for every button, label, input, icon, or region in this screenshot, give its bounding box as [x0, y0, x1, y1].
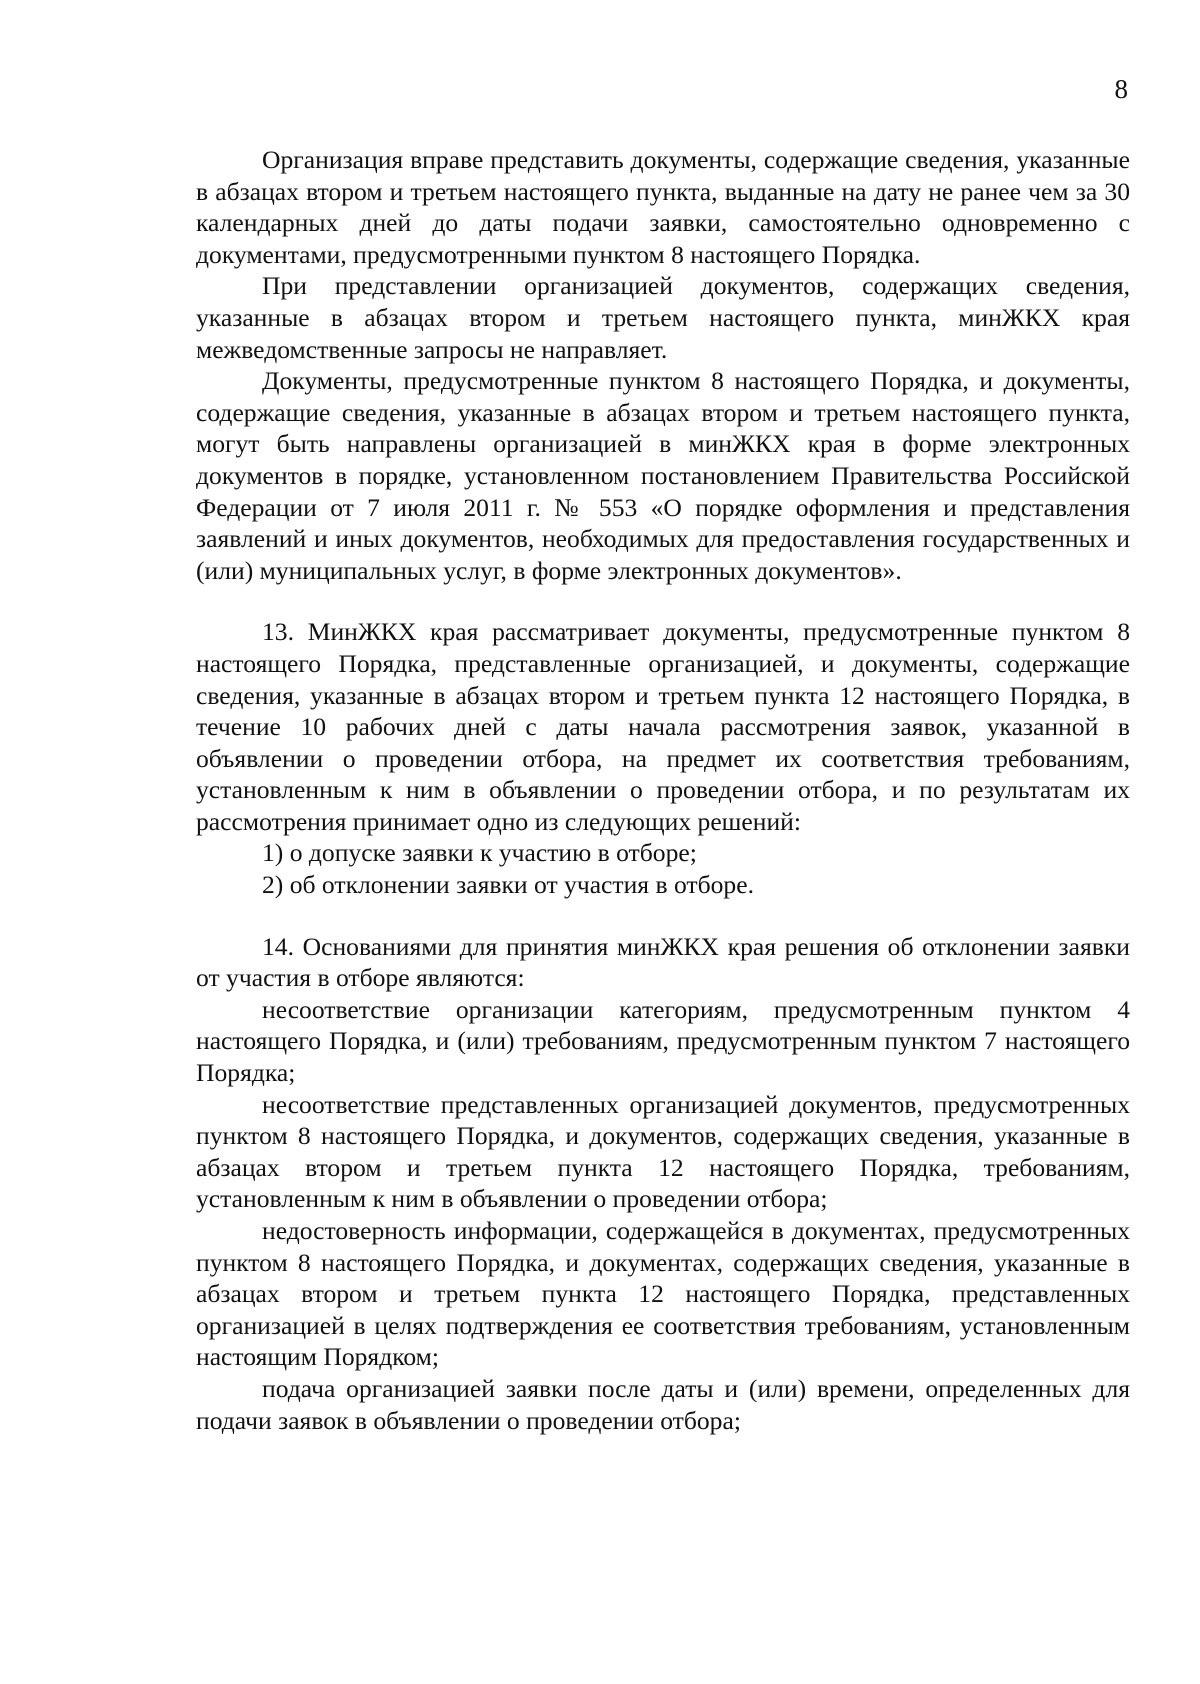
- page-number: 8: [1114, 74, 1128, 104]
- rejection-ground-late-submission: подача организацией заявки после даты и (или) времени, определенных для подачи заявок в объявлении о проведении отбора;: [196, 1373, 1130, 1435]
- list-item-rejection: 2) об отклонении заявки от участия в отборе.: [262, 870, 754, 900]
- rejection-ground-unreliable-info: недостоверность информации, содержащейся в документах, предусмотренных пунктом 8 настоящего Порядка, и документах, содержащих сведения, указанные в абзацах втором и третьем пункта 12 настоящего Порядка, представленных организацией в целях подтверждения ее соответствия требованиям, установленным настоящим Порядком;: [196, 1216, 1130, 1372]
- paragraph-electronic-documents: Документы, предусмотренные пунктом 8 настоящего Порядка, и документы, содержащие сведения, указанные в абзацах втором и третьем настоящего пункта, могут быть направлены организацией в минЖКХ края в форме электронных документов в порядке, установленном постановлением Правительства Российской Федерации от 7 июля 2011 г. № 553 «О порядке оформления и представления заявлений и иных документов, необходимых для предоставления государственных и (или) муниципальных услуг, в форме электронных документов».: [196, 366, 1130, 585]
- rejection-ground-documents: несоответствие представленных организацией документов, предусмотренных пунктом 8 настоящего Порядка, и документов, содержащих сведения, указанные в абзацах втором и третьем пункта 12 настоящего Порядка, требованиям, установленным к ним в объявлении о проведении отбора;: [196, 1089, 1130, 1214]
- list-item-admission: 1) о допуске заявки к участию в отборе;: [262, 838, 697, 868]
- paragraph-clause-13: 13. МинЖКХ края рассматривает документы, предусмотренные пунктом 8 настоящего Порядка, представленные организацией, и документы, содержащие сведения, указанные в абзацах втором и третьем пункта 12 настоящего Порядка, в течение 10 рабочих дней с даты начала рассмотрения заявок, указанной в объявлении о проведении отбора, на предмет их соответствия требованиям, установленным к ним в объявлении о проведении отбора, и по результатам их рассмотрения принимает одно из следующих решений:: [196, 617, 1130, 836]
- rejection-ground-category: несоответствие организации категориям, предусмотренным пунктом 4 настоящего Порядка, и (или) требованиям, предусмотренным пунктом 7 настоящего Порядка;: [196, 994, 1130, 1088]
- document-body: [196, 144, 1130, 1436]
- paragraph-clause-14: 14. Основаниями для принятия минЖКХ края решения об отклонении заявки от участия в отборе являются:: [196, 931, 1130, 993]
- paragraph-documents-right: Организация вправе представить документы, содержащие сведения, указанные в абзацах втором и третьем настоящего пункта, выданные на дату не ранее чем за 30 календарных дней до даты подачи заявки, самостоятельно одновременно с документами, предусмотренными пунктом 8 настоящего Порядка.: [196, 145, 1130, 269]
- paragraph-interagency-requests: При представлении организацией документов, содержащих сведения, указанные в абзацах втором и третьем настоящего пункта, минЖКХ края межведомственные запросы не направляет.: [196, 271, 1130, 364]
